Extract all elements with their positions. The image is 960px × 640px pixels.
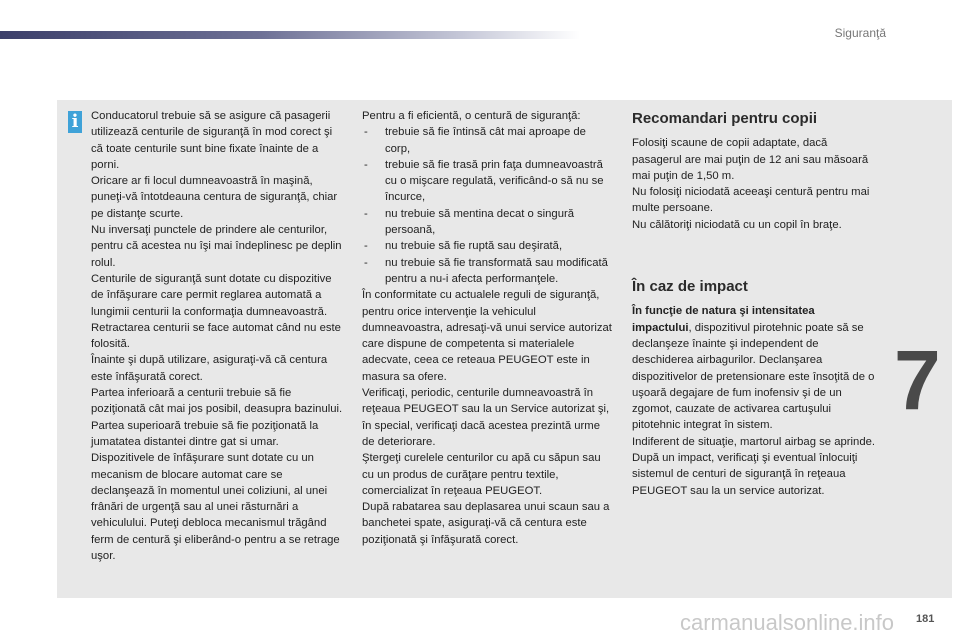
intro-text: Pentru a fi eficientă, o centură de siguranţă: bbox=[362, 110, 581, 122]
paragraph: Nu folosiţi niciodată aceeaşi centură pentru mai multe persoane. bbox=[632, 186, 870, 215]
paragraph: Ştergeţi curelele centurilor cu apă cu săpun sau cu un produs de curăţare pentru textile, comercializat în reţeaua PEUGEOT. bbox=[362, 452, 601, 497]
list-item: - trebuie să fie trasă prin faţa dumneavoastră cu o mişcare regulată, verificând-o să nu se încurce, bbox=[362, 157, 612, 206]
paragraph: Conducatorul trebuie să se asigure că pasagerii utilizează centurile de siguranţă în mod corect şi că toate centurile sunt bine fixate înainte de a porni. bbox=[91, 110, 333, 171]
list-item: - nu trebuie să fie ruptă sau deşirată, bbox=[362, 238, 612, 254]
column-seatbelt-efficiency bbox=[362, 108, 612, 548]
paragraph: După un impact, verificaţi şi eventual înlocuiţi sistemul de centuri de siguranţă în reţeaua PEUGEOT sau la un service autorizat. bbox=[632, 452, 858, 497]
paragraph: În conformitate cu actualele reguli de siguranţă, pentru orice intervenţie la vehiculul dumneavoastra, adresaţi-vă unui service autorizat care dispune de competenta si materialele adecvate, ceea ce reteaua PEUGEOT este in masura sa ofere. bbox=[362, 289, 612, 383]
heading-impact: În caz de impact bbox=[632, 278, 748, 296]
heading-children: Recomandari pentru copii bbox=[632, 110, 818, 127]
paragraph: Partea superioară trebuie să fie poziţionată la jumatatea distantei dintre gat si umar. bbox=[91, 419, 319, 448]
impact-bold-text: În funcţie de natura şi intensitatea impactului bbox=[632, 305, 815, 334]
list-item: - nu trebuie să fie transformată sau modificată pentru a nu-i afecta performanţele. bbox=[362, 255, 612, 288]
paragraph: Nu inversaţi punctele de prindere ale centurilor, pentru că acestea nu îşi mai îndeplinesc pe deplin rolul. bbox=[91, 224, 342, 269]
requirements-list bbox=[362, 124, 612, 287]
paragraph: Verificaţi, periodic, centurile dumneavoastră în reţeaua PEUGEOT sau la un Service autorizat şi, în special, verificaţi dacă acestea prezintă urme de deteriorare. bbox=[362, 387, 610, 448]
list-item: - nu trebuie să mentina decat o singură persoană, bbox=[362, 206, 612, 239]
paragraph: După rabatarea sau deplasarea unui scaun sau a banchetei spate, asiguraţi-vă că centura este poziţionată şi înfăşurată corect. bbox=[362, 501, 610, 546]
info-icon: i bbox=[68, 111, 82, 133]
page-number: 181 bbox=[916, 613, 935, 625]
paragraph: Indiferent de situaţie, martorul airbag se aprinde. bbox=[632, 435, 876, 448]
impact-text: , dispozitivul pirotehnic poate să se declanşeze înainte şi independent de deschiderea airbagurilor. Declanşarea dispozitivelor de pretensionare este însoţită de o uşoară degajare de fum inofensiv şi de un zgomot, cauzate de activarea cartuşului pitotehnic integrat în sistem. bbox=[632, 321, 875, 432]
paragraph: Dispozitivele de înfăşurare sunt dotate cu un mecanism de blocare automat care se declanşează în momentul unei coliziuni, al unei frânări de urgenţă sau al unei răsturnări a vehiculului. Puteţi debloca mecanismul trăgând ferm de centură şi eliberând-o pentru a se retrage uşor. bbox=[91, 452, 340, 563]
column-children-impact bbox=[632, 108, 877, 499]
list-item: - trebuie să fie întinsă cât mai aproape de corp, bbox=[362, 124, 612, 157]
chapter-number: 7 bbox=[894, 333, 941, 427]
column-seatbelt-usage bbox=[91, 108, 345, 564]
header-gradient-bar bbox=[0, 31, 580, 39]
paragraph: Oricare ar fi locul dumneavoastră în maşină, puneţi-vă întotdeauna centura de siguranţă, chiar pe distanţe scurte. bbox=[91, 175, 338, 220]
paragraph: Centurile de siguranţă sunt dotate cu dispozitive de înfăşurare care permit reglarea automată a lungimii centurii la conformaţia dumneavoastră. Retractarea centurii se face automat când nu este folosită. bbox=[91, 272, 341, 351]
section-title: Siguranţă bbox=[834, 26, 886, 40]
paragraph: Partea inferioară a centurii trebuie să fie poziţionată cât mai jos posibil, deasupra bazinului. bbox=[91, 387, 343, 416]
watermark: carmanualsonline.info bbox=[680, 610, 895, 635]
paragraph: Înainte şi după utilizare, asiguraţi-vă că centura este înfăşurată corect. bbox=[91, 354, 328, 383]
impact-paragraph bbox=[632, 303, 877, 433]
paragraph: Folosiţi scaune de copii adaptate, dacă pasagerul are mai puţin de 12 ani sau măsoară mai puţin de 1,50 m. bbox=[632, 137, 869, 182]
paragraph: Nu călătoriţi niciodată cu un copil în braţe. bbox=[632, 218, 842, 231]
